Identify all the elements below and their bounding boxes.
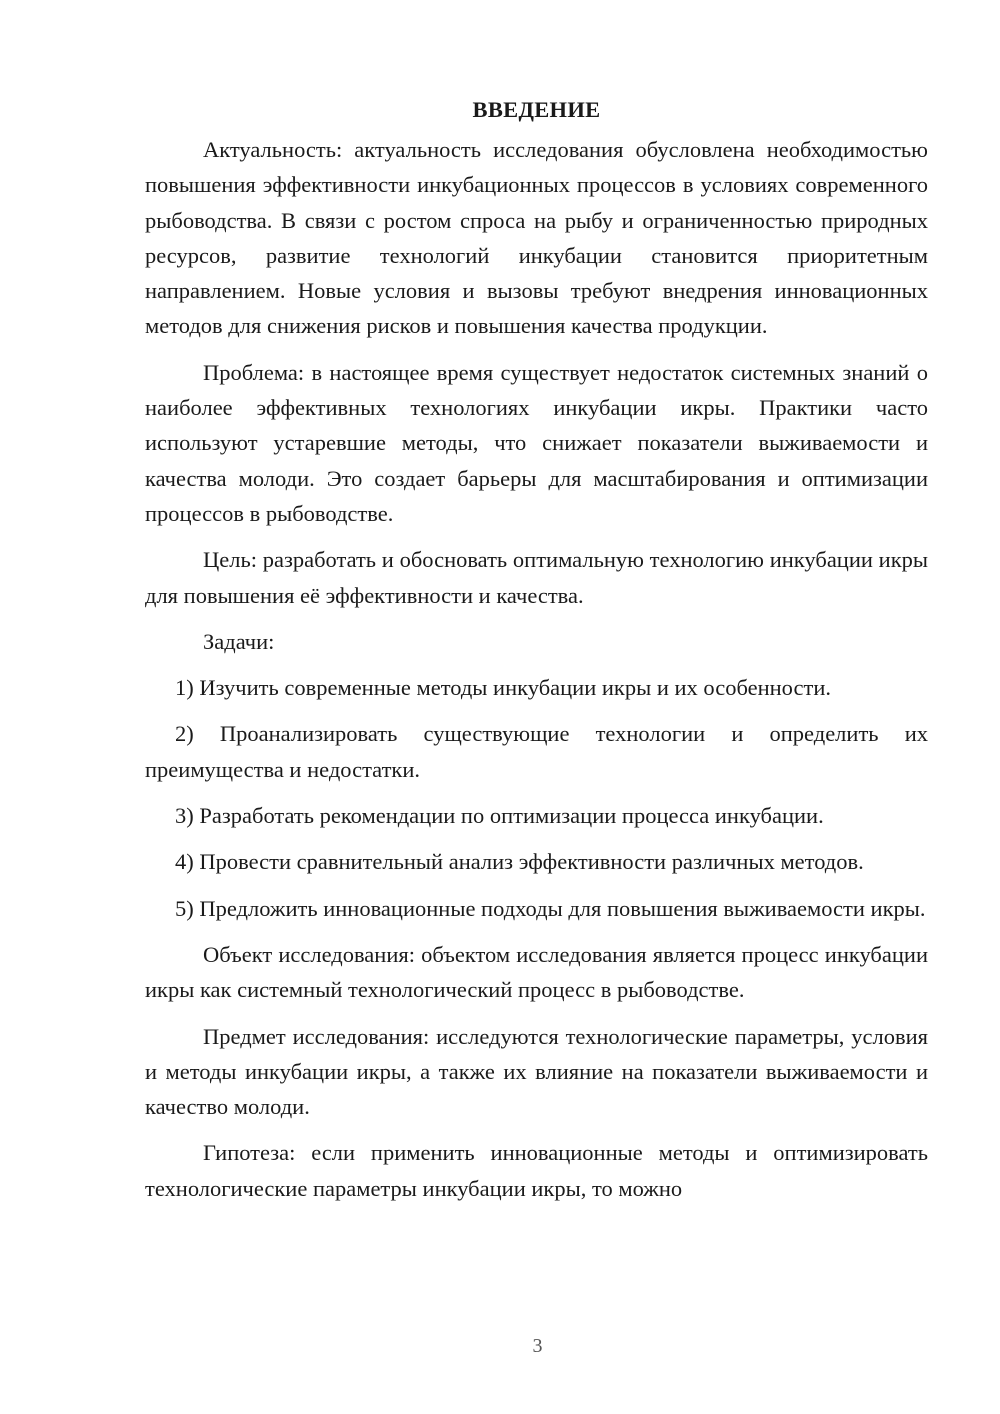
tasks-title: Задачи: bbox=[203, 628, 275, 654]
page-number: 3 bbox=[532, 1335, 543, 1357]
task-item-2: 2) Проанализировать существующие технологии и определить их преимущества и недостатки. bbox=[145, 721, 928, 782]
document-page bbox=[145, 92, 928, 1217]
page-title: ВВЕДЕНИЕ bbox=[472, 97, 601, 122]
paragraph-hypothesis: Гипотеза: если применить инновационные методы и оптимизировать технологические параметры инкубации икры, то можно bbox=[145, 1140, 928, 1201]
task-item-5: 5) Предложить инновационные подходы для повышения выживаемости икры. bbox=[175, 895, 926, 921]
task-item-1: 1) Изучить современные методы инкубации икры и их особенности. bbox=[175, 675, 831, 701]
task-item-3: 3) Разработать рекомендации по оптимизации процесса инкубации. bbox=[175, 803, 824, 829]
task-item-4: 4) Провести сравнительный анализ эффективности различных методов. bbox=[175, 849, 864, 875]
paragraph-problem: Проблема: в настоящее время существует недостаток системных знаний о наиболее эффективных технологиях инкубации икры. Практики часто используют устаревшие методы, что снижает показатели выживаемости и качества молоди. Это создает барьеры для масштабирования и оптимизации процессов в рыбоводстве. bbox=[145, 359, 928, 526]
paragraph-object: Объект исследования: объектом исследования является процесс инкубации икры как системный технологический процесс в рыбоводстве. bbox=[145, 941, 928, 1003]
paragraph-subject: Предмет исследования: исследуются технологические параметры, условия и методы инкубации икры, а также их влияние на показатели выживаемости и качество молоди. bbox=[145, 1023, 928, 1120]
paragraph-relevance: Актуальность: актуальность исследования обусловлена необходимостью повышения эффективности инкубационных процессов в условиях современного рыбоводства. В связи с ростом спроса на рыбу и ограниченностью природных ресурсов, развитие технологий инкубации становится приоритетным направлением. Новые условия и вызовы требуют внедрения инновационных методов для снижения рисков и повышения качества продукции. bbox=[145, 137, 928, 339]
paragraph-goal: Цель: разработать и обосновать оптимальную технологию инкубации икры для повышения её эффективности и качества. bbox=[145, 547, 928, 608]
